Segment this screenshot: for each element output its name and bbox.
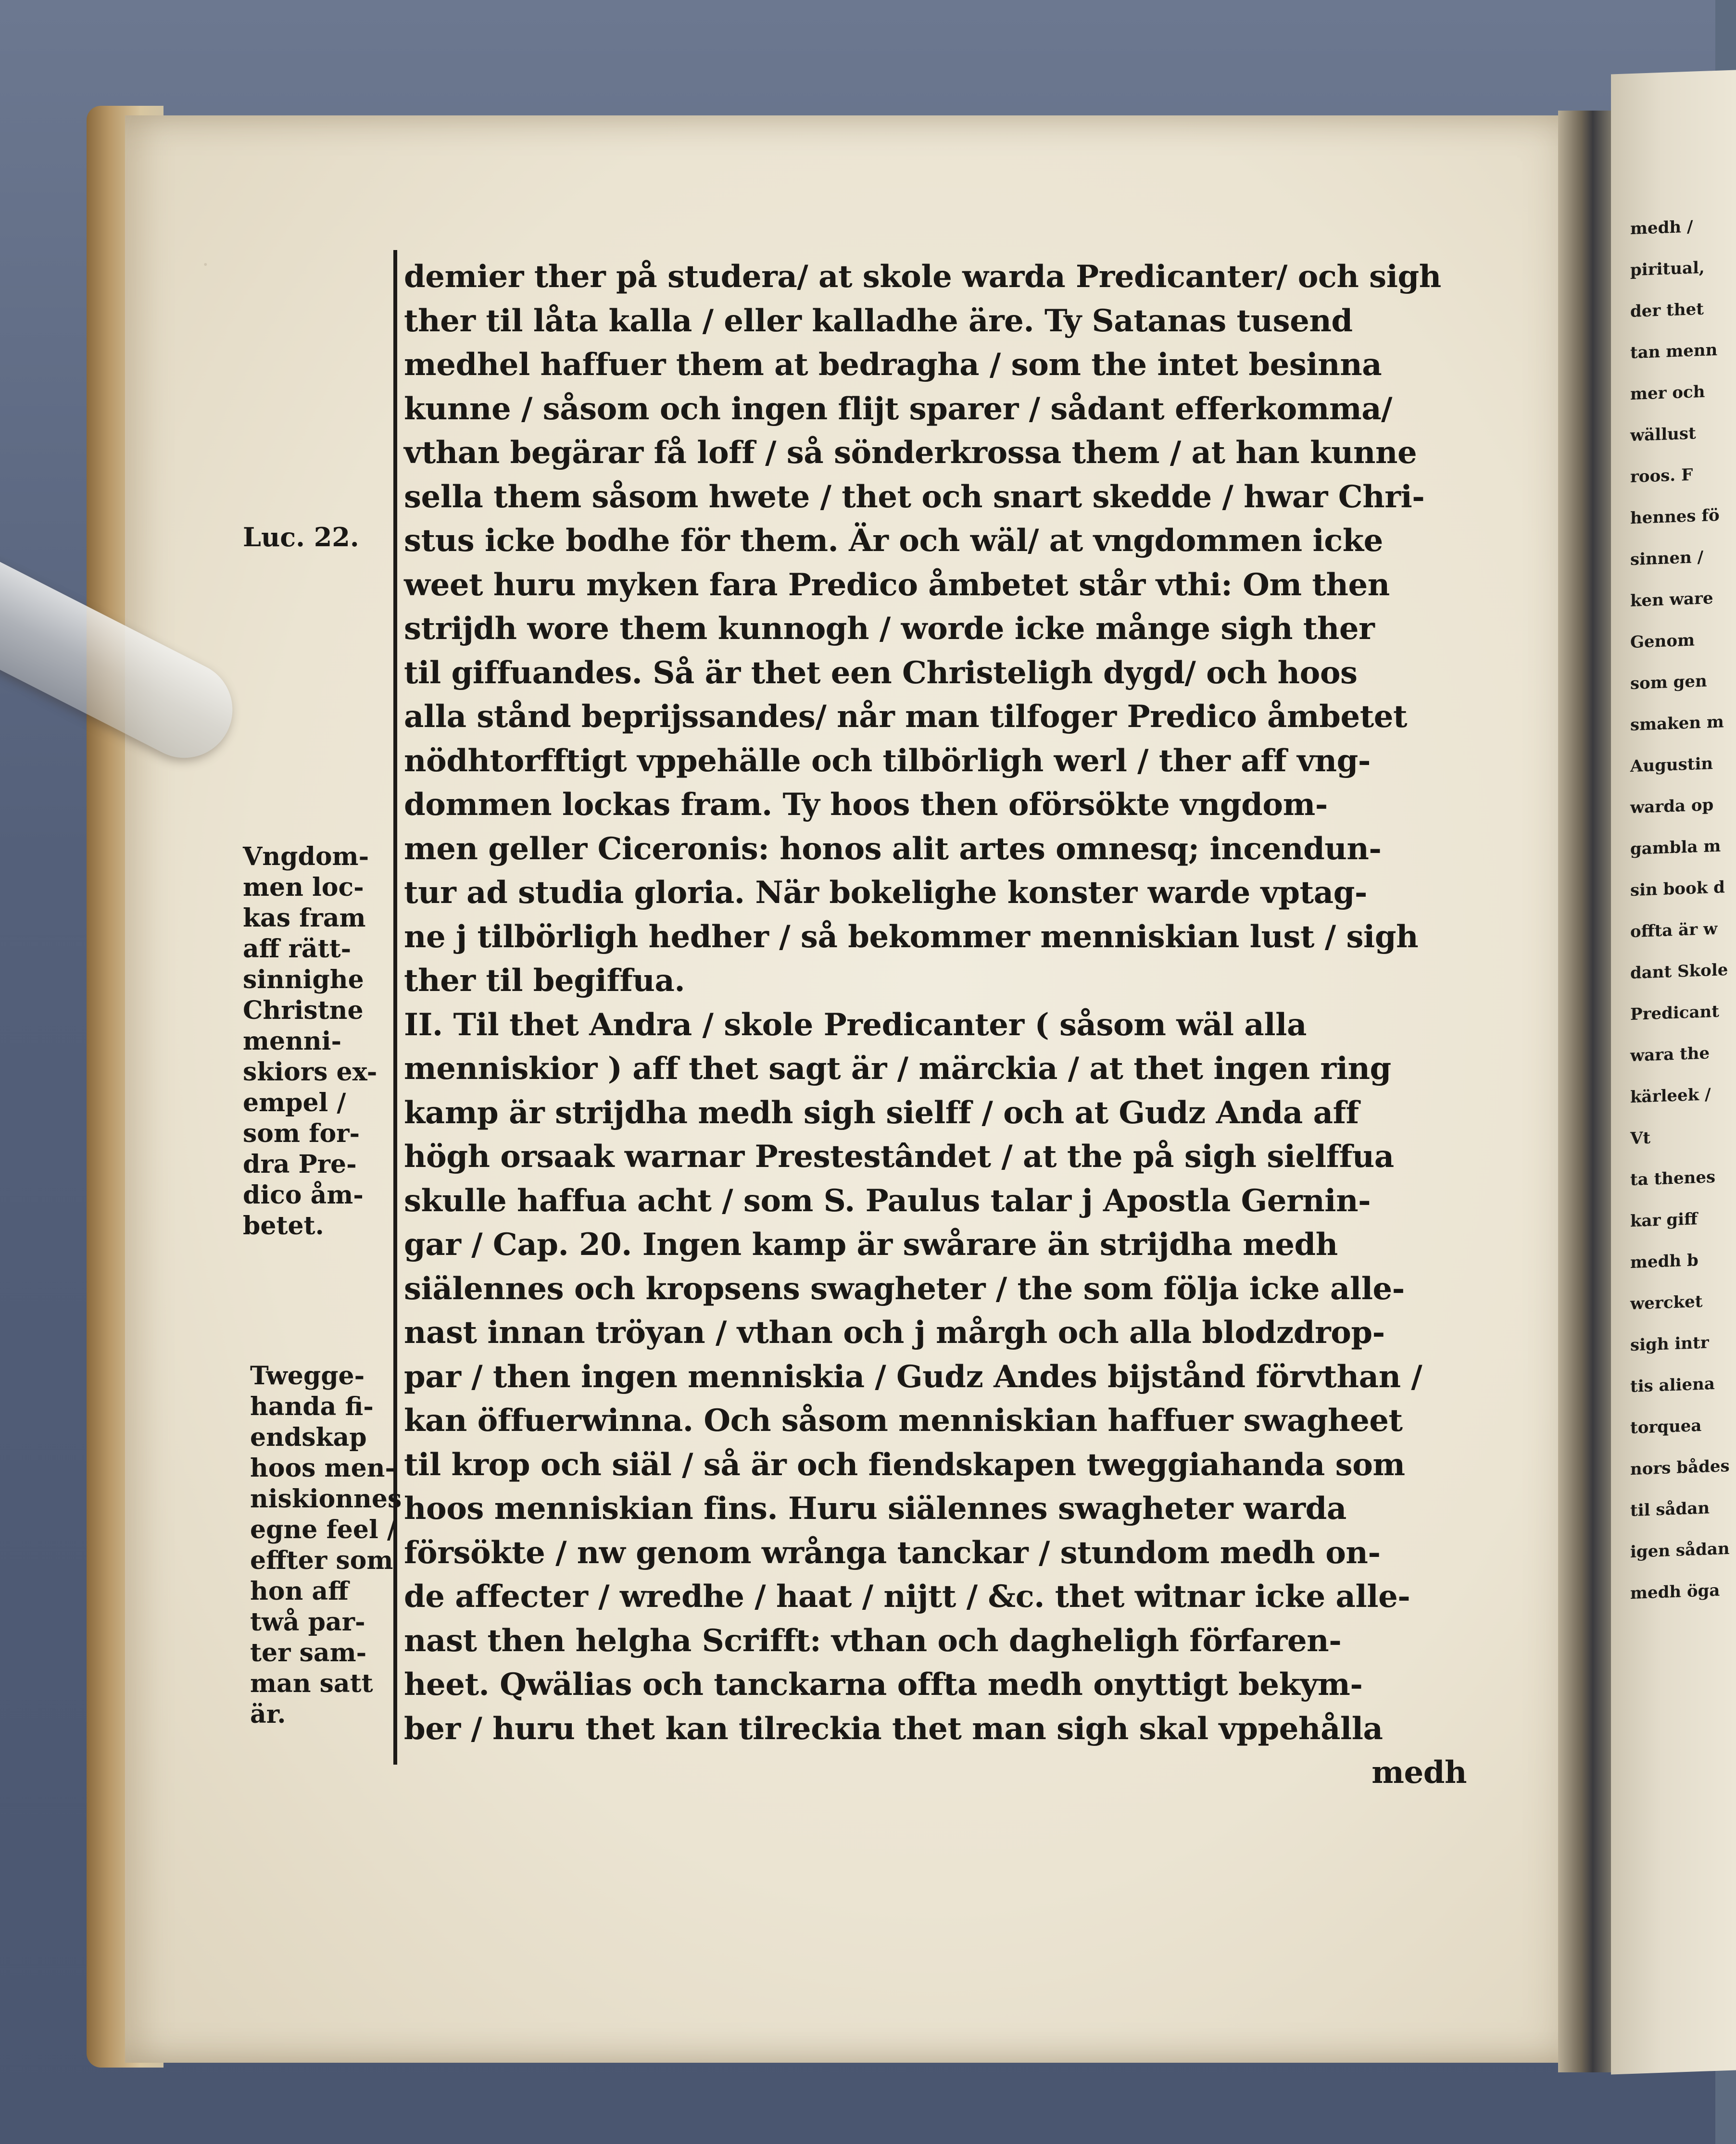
text-line: siälennes och kropsens swagheter / the som följa icke alle- xyxy=(404,1270,1405,1307)
text-line: nast innan tröyan / vthan och j mårgh och alla blodzdrop- xyxy=(404,1315,1385,1351)
facing-page-line: medh / xyxy=(1630,217,1693,239)
text-line: strijdh wore them kunnogh / worde icke månge sigh ther xyxy=(404,611,1375,647)
facing-page-line: ken ware xyxy=(1630,589,1713,611)
text-line: tur ad studia gloria. När bokelighe konster warde vptag- xyxy=(404,875,1367,911)
marginal-line: är. xyxy=(250,1700,286,1729)
marginal-line: sinnighe xyxy=(243,965,364,994)
facing-page-line: piritual, xyxy=(1630,258,1705,280)
text-line: heet. Qwälias och tanckarna offta medh onyttigt bekym- xyxy=(404,1667,1363,1703)
marginal-note-vngdommen xyxy=(243,841,377,1241)
facing-page-line: sin book d xyxy=(1630,878,1725,901)
facing-page-line: kärleek / xyxy=(1630,1085,1711,1107)
text-line: weet huru myken fara Predico åmbetet står vthi: Om then xyxy=(404,566,1390,603)
facing-page-line: Predicant xyxy=(1630,1002,1719,1025)
text-line: medhel haffuer them at bedragha / som the intet besinna xyxy=(404,347,1382,383)
marginal-line: effter som xyxy=(250,1546,393,1575)
marginal-line: skiors ex- xyxy=(243,1057,377,1087)
text-line: ther til låta kalla / eller kalladhe äre. Ty Satanas tusend xyxy=(404,302,1353,339)
text-line: menniskior ) aff thet sagt är / märckia / at thet ingen ring xyxy=(404,1051,1391,1087)
text-line: nast then helgha Scrifft: vthan och dagheligh förfaren- xyxy=(404,1622,1342,1659)
text-line: II. Til thet Andra / skole Predicanter ( såsom wäl alla xyxy=(404,1006,1307,1043)
marginal-line: kas fram xyxy=(243,903,366,933)
facing-page-line: ta thenes xyxy=(1630,1167,1716,1190)
text-line: nödhtorfftigt vppehälle och tilbörligh werl / ther aff vng- xyxy=(404,742,1371,779)
facing-page-line: Genom xyxy=(1630,630,1695,652)
facing-page-line: wällust xyxy=(1630,424,1696,446)
marginal-line: man satt xyxy=(250,1669,373,1698)
facing-page-line: smaken m xyxy=(1630,712,1724,735)
facing-page-line: tis aliena xyxy=(1630,1374,1715,1397)
facing-page-line: roos. F xyxy=(1630,465,1693,487)
marginal-line: betet. xyxy=(243,1211,324,1241)
facing-page-line: Augustin xyxy=(1630,754,1713,777)
marginal-line: Luc. 22. xyxy=(243,522,359,552)
facing-page-line: dant Skole xyxy=(1630,960,1728,983)
facing-page-line: tan menn xyxy=(1630,340,1718,363)
text-line: til giffuandes. Så är thet een Christeligh dygd/ och hoos xyxy=(404,654,1358,691)
text-line: högh orsaak warnar Prestestândet / at the på sigh sielffua xyxy=(404,1139,1394,1175)
marginal-line: empel / xyxy=(243,1088,346,1117)
marginal-line: dico åm- xyxy=(243,1180,364,1210)
facing-page-line: nors bådes xyxy=(1630,1456,1730,1479)
text-line: men geller Ciceronis: honos alit artes omnesq; incendun- xyxy=(404,830,1382,867)
text-line: kan öffuerwinna. Och såsom menniskian haffuer swagheet xyxy=(404,1403,1403,1439)
text-line: alla stånd beprijssandes/ når man tilfoger Predico åmbetet xyxy=(404,699,1408,735)
text-line: vthan begärar få loff / så sönderkrossa them / at han kunne xyxy=(404,435,1417,471)
text-line: dommen lockas fram. Ty hoos then oförsökte vngdom- xyxy=(404,787,1328,823)
facing-page-fragments xyxy=(1630,204,1736,1614)
marginal-line: Vngdom- xyxy=(243,842,369,871)
text-line: kunne / såsom och ingen flijt sparer / sådant efferkomma/ xyxy=(404,390,1393,427)
text-line: gar / Cap. 20. Ingen kamp är swårare än strijdha medh xyxy=(404,1227,1338,1263)
text-line: demier ther på studera/ at skole warda Predicanter/ och sigh xyxy=(404,259,1441,295)
marginal-line: menni- xyxy=(243,1027,342,1056)
text-line: til krop och siäl / så är och fiendskapen tweggiahanda som xyxy=(404,1446,1405,1483)
facing-page-line: som gen xyxy=(1630,671,1707,694)
facing-page-line: kar giff xyxy=(1630,1209,1698,1231)
facing-page-line: hennes fö xyxy=(1630,505,1720,528)
marginal-note-luc xyxy=(243,522,359,552)
marginal-line: aff rätt- xyxy=(243,934,352,964)
right-page xyxy=(1611,70,1736,2074)
facing-page-line: sigh intr xyxy=(1630,1333,1709,1355)
text-line: par / then ingen menniskia / Gudz Andes bijstånd förvthan / xyxy=(404,1358,1422,1395)
facing-page-line: mer och xyxy=(1630,382,1705,404)
facing-page-line: Vt xyxy=(1630,1128,1651,1149)
marginal-line: ter sam- xyxy=(250,1638,367,1668)
facing-page-line: der thet xyxy=(1630,299,1704,322)
text-line: sella them såsom hwete / thet och snart skedde / hwar Chri- xyxy=(404,478,1425,515)
marginal-line: hon aff xyxy=(250,1577,349,1606)
marginal-note-tweggehanda xyxy=(250,1361,402,1730)
text-line: ber / huru thet kan tilreckia thet man sigh skal vppehålla xyxy=(404,1710,1383,1747)
facing-page-line: medh b xyxy=(1630,1251,1698,1273)
marginal-line: hoos men- xyxy=(250,1454,396,1483)
facing-page-line: wercket xyxy=(1630,1291,1703,1314)
marginal-line: handa fi- xyxy=(250,1392,374,1421)
facing-page-line: til sådan xyxy=(1630,1498,1710,1521)
marginal-line: dra Pre- xyxy=(243,1150,357,1179)
facing-page-line: medh öga xyxy=(1630,1580,1720,1604)
text-line: kamp är strijdha medh sigh sielff / och at Gudz Anda aff xyxy=(404,1094,1359,1131)
facing-page-line: gambla m xyxy=(1630,836,1721,859)
marginal-line: twå par- xyxy=(250,1607,365,1637)
main-text-block xyxy=(404,255,1481,1795)
text-line: skulle haffua acht / som S. Paulus talar j Apostla Gernin- xyxy=(404,1182,1371,1219)
book-gutter xyxy=(1558,111,1616,2072)
marginal-line: som for- xyxy=(243,1119,360,1148)
facing-page-line: wara the xyxy=(1630,1043,1710,1066)
text-line: försökte / nw genom wrånga tanckar / stundom medh on- xyxy=(404,1534,1381,1571)
facing-page-line: warda op xyxy=(1630,795,1714,818)
marginal-line: niskionnes xyxy=(250,1484,402,1514)
marginal-line: Christne xyxy=(243,996,364,1025)
marginal-line: Twegge- xyxy=(250,1361,365,1391)
marginal-line: men loc- xyxy=(243,873,364,902)
text-line: de affecter / wredhe / haat / nijtt / &c. thet witnar icke alle- xyxy=(404,1579,1410,1615)
text-line: ne j tilbörligh hedher / så bekommer menniskian lust / sigh xyxy=(404,918,1419,955)
marginal-line: endskap xyxy=(250,1423,367,1452)
text-line: stus icke bodhe för them. Är och wäl/ at vngdommen icke xyxy=(404,523,1383,559)
text-line: medh xyxy=(1371,1755,1467,1791)
text-line: hoos menniskian fins. Huru siälennes swagheter warda xyxy=(404,1491,1346,1527)
bleed-through: · xyxy=(202,251,209,277)
facing-page-line: offta är w xyxy=(1630,919,1718,942)
facing-page-line: sinnen / xyxy=(1630,547,1704,570)
text-line: ther til begiffua. xyxy=(404,963,685,999)
facing-page-line: igen sådan xyxy=(1630,1539,1730,1562)
marginal-line: egne feel / xyxy=(250,1515,396,1544)
facing-page-line: torquea xyxy=(1630,1416,1702,1438)
